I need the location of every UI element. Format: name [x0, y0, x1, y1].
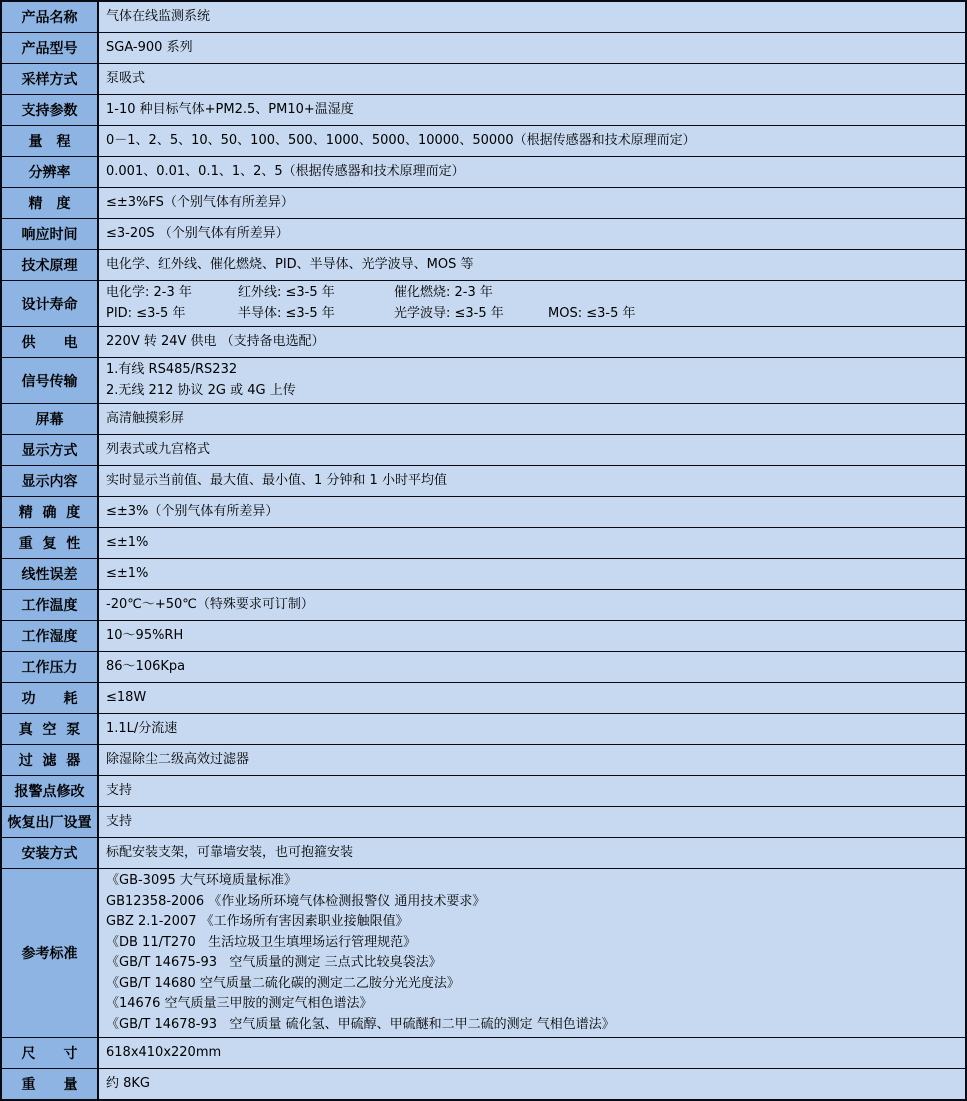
spec-value-line: 《GB/T 14680 空气质量二硫化碳的测定二乙胺分光光度法》 [106, 975, 460, 991]
spec-value-line: 《GB/T 14675-93 空气质量的测定 三点式比较臭袋法》 [106, 955, 442, 970]
spec-value-line: ≤±1% [106, 565, 149, 581]
spec-row-linearity-error [2, 559, 965, 590]
spec-label-signal-transmission: 信号传输 [2, 358, 99, 403]
spec-label-alarm-point-edit: 报警点修改 [2, 776, 99, 806]
spec-value-line: GB12358-2006 《作业场所环境气体检测报警仪 通用技术要求》 [106, 893, 486, 909]
spec-row-parameters [2, 95, 965, 126]
spec-row-power-consumption [2, 683, 965, 714]
spec-value-precision [99, 497, 965, 527]
spec-row-vacuum-pump [2, 714, 965, 745]
spec-value-power-supply [99, 327, 965, 357]
spec-label-response-time: 响应时间 [2, 219, 99, 249]
spec-label-precision: 精 确 度 [2, 497, 99, 527]
spec-value-line: 1-10 种目标气体+PM2.5、PM10+温湿度 [106, 101, 354, 117]
spec-value-weight [99, 1069, 965, 1099]
spec-row-range [2, 126, 965, 157]
spec-row-reference-standards [2, 869, 965, 1038]
spec-value-range [99, 126, 965, 156]
spec-label-power-supply: 供 电 [2, 327, 99, 357]
spec-value-screen [99, 404, 965, 434]
spec-row-working-pressure [2, 652, 965, 683]
spec-value-line [106, 283, 957, 304]
spec-value-line: 泵吸式 [106, 70, 146, 86]
spec-value-display-mode [99, 435, 965, 465]
spec-value-line: 1.有线 RS485/RS232 [106, 362, 238, 377]
spec-label-linearity-error: 线性误差 [2, 559, 99, 589]
spec-label-repeatability: 重 复 性 [2, 528, 99, 558]
spec-value-line: 《GB/T 14678-93 空气质量 硫化氢、甲硫醇、甲硫醚和二甲二硫的测定 气相色谱法》 [106, 1016, 615, 1032]
spec-row-product-name [2, 2, 965, 33]
spec-value-line: -20℃～+50℃（特殊要求可订制） [106, 596, 314, 612]
spec-value-segment: MOS: ≤3-5 年 [548, 305, 636, 321]
spec-label-working-pressure: 工作压力 [2, 652, 99, 682]
spec-value-alarm-point-edit [99, 776, 965, 806]
spec-value-line: 《14676 空气质量三甲胺的测定气相色谱法》 [106, 996, 373, 1011]
spec-label-resolution: 分辨率 [2, 157, 99, 187]
spec-value-line: 电化学、红外线、催化燃烧、PID、半导体、光学波导、MOS 等 [106, 256, 474, 272]
spec-label-parameters: 支持参数 [2, 95, 99, 125]
spec-value-line: 标配安装支架，可靠墙安装，也可抱箍安装 [106, 844, 354, 860]
spec-value-segment: 电化学: 2-3 年 [106, 285, 192, 300]
spec-value-line: ≤3-20S （个别气体有所差异） [106, 225, 289, 241]
spec-value-linearity-error [99, 559, 965, 589]
spec-value-display-content [99, 466, 965, 496]
spec-value-line: 《DB 11/T270 生活垃圾卫生填埋场运行管理规范》 [106, 934, 417, 950]
spec-label-product-name: 产品名称 [2, 2, 99, 32]
spec-label-weight: 重 量 [2, 1069, 99, 1099]
spec-value-working-humidity [99, 621, 965, 651]
spec-value-line: ≤18W [106, 689, 147, 705]
spec-value-line: ≤±3%FS（个别气体有所差异） [106, 194, 294, 210]
spec-value-product-name [99, 2, 965, 32]
spec-row-working-humidity [2, 621, 965, 652]
spec-value-working-pressure [99, 652, 965, 682]
spec-row-display-content [2, 466, 965, 497]
spec-label-power-consumption: 功 耗 [2, 683, 99, 713]
spec-value-product-model [99, 33, 965, 63]
spec-value-filter [99, 745, 965, 775]
spec-row-weight [2, 1069, 965, 1099]
spec-value-line: 0.001、0.01、0.1、1、2、5（根据传感器和技术原理而定） [106, 163, 465, 179]
spec-value-line: 2.无线 212 协议 2G 或 4G 上传 [106, 382, 296, 398]
spec-value-working-temp [99, 590, 965, 620]
spec-value-parameters [99, 95, 965, 125]
spec-value-line: 支持 [106, 813, 133, 829]
spec-row-working-temp [2, 590, 965, 621]
spec-row-resolution [2, 157, 965, 188]
spec-value-power-consumption [99, 683, 965, 713]
spec-row-filter [2, 745, 965, 776]
spec-value-segment: 催化燃烧: 2-3 年 [394, 285, 493, 300]
spec-row-product-model [2, 33, 965, 64]
spec-value-line: 列表式或九宫格式 [106, 441, 211, 457]
spec-value-reference-standards [99, 869, 965, 1037]
spec-value-line: ≤±3%（个别气体有所差异） [106, 503, 279, 519]
spec-row-power-supply [2, 327, 965, 358]
spec-label-sampling-method: 采样方式 [2, 64, 99, 94]
spec-label-working-temp: 工作温度 [2, 590, 99, 620]
spec-value-signal-transmission [99, 358, 965, 403]
spec-row-signal-transmission [2, 358, 965, 404]
spec-value-repeatability [99, 528, 965, 558]
spec-value-line: 86～106Kpa [106, 658, 186, 674]
spec-label-design-life: 设计寿命 [2, 281, 99, 326]
spec-row-design-life [2, 281, 965, 327]
spec-row-dimensions [2, 1038, 965, 1069]
spec-value-response-time [99, 219, 965, 249]
spec-label-filter: 过 滤 器 [2, 745, 99, 775]
spec-value-factory-reset [99, 807, 965, 837]
spec-label-accuracy: 精 度 [2, 188, 99, 218]
spec-label-tech-principle: 技术原理 [2, 250, 99, 280]
spec-value-line: 618x410x220mm [106, 1044, 222, 1060]
spec-row-factory-reset [2, 807, 965, 838]
spec-row-response-time [2, 219, 965, 250]
spec-label-screen: 屏幕 [2, 404, 99, 434]
spec-value-line: 220V 转 24V 供电 （支持备电选配） [106, 333, 325, 349]
spec-value-line: 1.1L/分流速 [106, 720, 178, 736]
spec-value-installation [99, 838, 965, 868]
spec-row-repeatability [2, 528, 965, 559]
spec-value-line: 高清触摸彩屏 [106, 410, 185, 426]
spec-row-installation [2, 838, 965, 869]
spec-label-vacuum-pump: 真 空 泵 [2, 714, 99, 744]
spec-row-sampling-method [2, 64, 965, 95]
spec-label-factory-reset: 恢复出厂设置 [2, 807, 99, 837]
spec-row-accuracy [2, 188, 965, 219]
spec-label-installation: 安装方式 [2, 838, 99, 868]
spec-value-tech-principle [99, 250, 965, 280]
spec-value-line [106, 304, 957, 325]
spec-label-display-content: 显示内容 [2, 466, 99, 496]
spec-value-segment: 红外线: ≤3-5 年 [238, 285, 335, 300]
spec-value-line: 《GB-3095 大气环境质量标准》 [106, 873, 297, 888]
spec-row-screen [2, 404, 965, 435]
spec-value-line: 10～95%RH [106, 627, 184, 643]
spec-value-sampling-method [99, 64, 965, 94]
spec-row-precision [2, 497, 965, 528]
spec-value-line: 气体在线监测系统 [106, 8, 211, 24]
spec-value-line: GBZ 2.1-2007 《工作场所有害因素职业接触限值》 [106, 914, 409, 929]
spec-value-segment: 半导体: ≤3-5 年 [238, 305, 335, 321]
spec-row-alarm-point-edit [2, 776, 965, 807]
spec-value-segment: 光学波导: ≤3-5 年 [394, 305, 504, 321]
spec-value-line: SGA-900 系列 [106, 39, 193, 55]
spec-value-line: 支持 [106, 782, 133, 798]
spec-value-line: 0－1、2、5、10、50、100、500、1000、5000、10000、50000（根据传感器和技术原理而定） [106, 132, 696, 148]
spec-value-line: 实时显示当前值、最大值、最小值、1 分钟和 1 小时平均值 [106, 472, 447, 488]
spec-label-dimensions: 尺 寸 [2, 1038, 99, 1068]
spec-value-accuracy [99, 188, 965, 218]
spec-label-range: 量 程 [2, 126, 99, 156]
spec-value-dimensions [99, 1038, 965, 1068]
spec-value-vacuum-pump [99, 714, 965, 744]
spec-label-reference-standards: 参考标准 [2, 869, 99, 1037]
spec-row-tech-principle [2, 250, 965, 281]
spec-value-resolution [99, 157, 965, 187]
spec-row-display-mode [2, 435, 965, 466]
spec-value-line: 约 8KG [106, 1075, 151, 1091]
spec-value-design-life [99, 281, 965, 326]
spec-label-product-model: 产品型号 [2, 33, 99, 63]
spec-value-line: 除湿除尘二级高效过滤器 [106, 751, 250, 767]
spec-label-working-humidity: 工作湿度 [2, 621, 99, 651]
spec-label-display-mode: 显示方式 [2, 435, 99, 465]
spec-value-segment: PID: ≤3-5 年 [106, 305, 186, 321]
spec-value-line: ≤±1% [106, 534, 149, 550]
